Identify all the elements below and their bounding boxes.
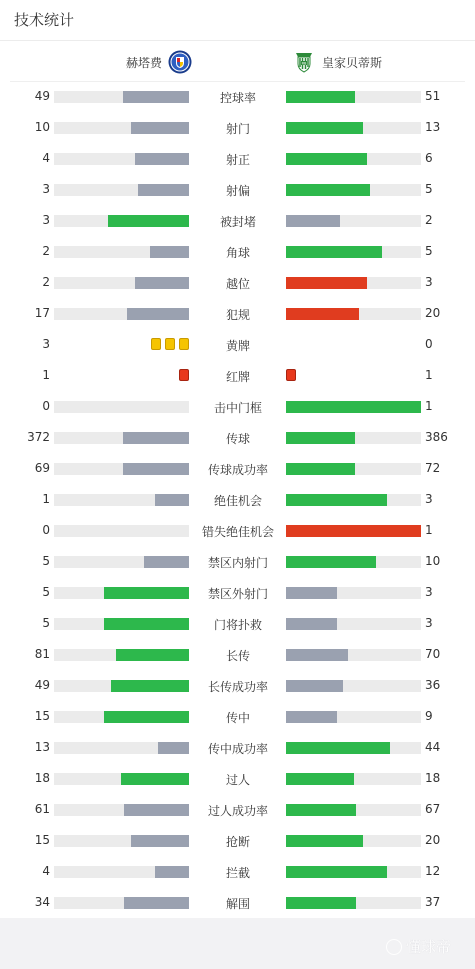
stat-row — [0, 112, 475, 143]
stat-label: 解围 — [225, 897, 250, 911]
away-bar-track — [286, 649, 421, 661]
stat-label: 拦截 — [225, 866, 250, 880]
home-value: 3 — [42, 182, 50, 196]
away-bar-fill — [286, 308, 359, 320]
stat-row — [0, 763, 475, 794]
home-bar-track — [54, 587, 189, 599]
home-value: 5 — [42, 616, 50, 630]
away-bar-fill — [286, 835, 363, 847]
home-bar-fill — [144, 556, 189, 568]
away-red-cards — [286, 369, 296, 382]
away-bar-track — [286, 122, 421, 134]
home-bar-track — [54, 649, 189, 661]
stat-label: 门将扑救 — [213, 618, 262, 632]
away-bar-track — [286, 277, 421, 289]
stat-label: 红牌 — [225, 370, 250, 384]
stat-row — [0, 391, 475, 422]
away-bar-track — [286, 525, 421, 537]
home-bar-fill — [155, 494, 189, 506]
away-value: 37 — [425, 895, 441, 909]
stat-row — [0, 329, 475, 360]
home-value: 34 — [34, 895, 50, 909]
away-bar-track — [286, 246, 421, 258]
home-bar-track — [54, 866, 189, 878]
stat-row — [0, 794, 475, 825]
away-bar-track — [286, 153, 421, 165]
away-bar-track — [286, 587, 421, 599]
away-value: 70 — [425, 647, 441, 661]
away-value: 1 — [425, 523, 433, 537]
stat-label: 过人成功率 — [207, 804, 268, 818]
stat-row — [0, 453, 475, 484]
away-value: 6 — [425, 151, 433, 165]
away-team-name: 皇家贝蒂斯 — [322, 55, 383, 70]
home-bar-track — [54, 184, 189, 196]
home-value: 15 — [34, 709, 50, 723]
stat-label: 黄牌 — [225, 339, 250, 353]
home-value: 69 — [34, 461, 50, 475]
home-bar-fill — [121, 773, 189, 785]
stat-label: 控球率 — [219, 91, 256, 105]
home-value: 18 — [34, 771, 50, 785]
away-value: 12 — [425, 864, 441, 878]
away-bar-track — [286, 618, 421, 630]
away-value: 20 — [425, 306, 441, 320]
stat-row — [0, 701, 475, 732]
away-value: 72 — [425, 461, 441, 475]
away-bar-track — [286, 494, 421, 506]
red-card-icon — [179, 369, 189, 381]
away-bar-track — [286, 773, 421, 785]
home-bar-track — [54, 804, 189, 816]
home-value: 1 — [42, 368, 50, 382]
svg-text:RB: RB — [301, 61, 307, 66]
home-bar-fill — [124, 804, 189, 816]
away-bar-track — [286, 91, 421, 103]
home-bar-fill — [131, 122, 189, 134]
stat-label: 错失绝佳机会 — [201, 525, 274, 539]
away-value: 51 — [425, 89, 441, 103]
home-bar-fill — [111, 680, 189, 692]
home-bar-fill — [131, 835, 189, 847]
stat-row — [0, 174, 475, 205]
away-bar-track — [286, 556, 421, 568]
away-bar-fill — [286, 153, 367, 165]
home-value: 49 — [34, 678, 50, 692]
watermark-text: 懂球帝 — [406, 938, 452, 956]
home-bar-fill — [123, 432, 189, 444]
stat-row — [0, 546, 475, 577]
home-bar-track — [54, 432, 189, 444]
home-yellow-cards — [151, 338, 189, 351]
stat-label: 击中门框 — [213, 401, 262, 415]
stat-label: 长传成功率 — [207, 680, 268, 694]
real-betis-logo-icon — [292, 50, 316, 74]
home-bar-fill — [150, 246, 189, 258]
home-value: 0 — [42, 399, 50, 413]
away-bar-fill — [286, 525, 421, 537]
away-value: 10 — [425, 554, 441, 568]
stat-row — [0, 267, 475, 298]
away-bar-fill — [286, 618, 337, 630]
home-bar-track — [54, 773, 189, 785]
away-bar-track — [286, 463, 421, 475]
yellow-card-icon — [179, 338, 189, 350]
stat-label: 越位 — [225, 277, 250, 291]
stat-label: 禁区外射门 — [207, 587, 268, 601]
away-bar-track — [286, 680, 421, 692]
home-value: 4 — [42, 151, 50, 165]
home-value: 3 — [42, 213, 50, 227]
away-bar-fill — [286, 277, 367, 289]
away-value: 3 — [425, 492, 433, 506]
stat-label: 被封堵 — [219, 215, 256, 229]
stat-label: 传球 — [225, 432, 250, 446]
away-bar-track — [286, 711, 421, 723]
stat-label: 绝佳机会 — [213, 494, 262, 508]
stat-label: 禁区内射门 — [207, 556, 268, 570]
stat-label: 射偏 — [225, 184, 250, 198]
home-bar-fill — [104, 618, 189, 630]
watermark — [386, 936, 451, 957]
stat-row — [0, 732, 475, 763]
stat-row — [0, 577, 475, 608]
away-bar-fill — [286, 122, 363, 134]
away-bar-track — [286, 184, 421, 196]
away-bar-track — [286, 215, 421, 227]
away-value: 1 — [425, 399, 433, 413]
red-card-icon — [286, 369, 296, 381]
away-value: 36 — [425, 678, 441, 692]
away-bar-fill — [286, 742, 390, 754]
stat-label: 角球 — [225, 246, 250, 260]
away-value: 20 — [425, 833, 441, 847]
away-bar-fill — [286, 463, 355, 475]
away-bar-fill — [286, 587, 337, 599]
away-bar-fill — [286, 773, 354, 785]
home-value: 5 — [42, 585, 50, 599]
home-bar-track — [54, 91, 189, 103]
stat-row — [0, 484, 475, 515]
football-icon — [386, 939, 402, 955]
away-bar-track — [286, 835, 421, 847]
away-value: 386 — [425, 430, 448, 444]
away-bar-fill — [286, 432, 355, 444]
stat-label: 传中成功率 — [207, 742, 268, 756]
home-bar-fill — [104, 587, 189, 599]
stat-row — [0, 515, 475, 546]
away-bar-fill — [286, 91, 355, 103]
home-value: 3 — [42, 337, 50, 351]
home-bar-track — [54, 494, 189, 506]
stat-row — [0, 205, 475, 236]
stat-label: 射门 — [225, 122, 250, 136]
home-bar-track — [54, 835, 189, 847]
home-value: 10 — [34, 120, 50, 134]
home-bar-track — [54, 711, 189, 723]
away-bar-fill — [286, 711, 337, 723]
home-bar-fill — [138, 184, 189, 196]
home-bar-fill — [135, 153, 189, 165]
away-bar-fill — [286, 494, 387, 506]
stat-row — [0, 81, 475, 112]
home-bar-track — [54, 401, 189, 413]
away-bar-fill — [286, 246, 382, 258]
away-value: 18 — [425, 771, 441, 785]
away-bar-fill — [286, 897, 356, 909]
page-title: 技术统计 — [14, 11, 75, 29]
home-bar-track — [54, 897, 189, 909]
away-bar-track — [286, 401, 421, 413]
stat-row — [0, 298, 475, 329]
away-value: 44 — [425, 740, 441, 754]
away-value: 3 — [425, 275, 433, 289]
away-bar-fill — [286, 215, 340, 227]
away-value: 9 — [425, 709, 433, 723]
home-bar-fill — [116, 649, 189, 661]
home-bar-fill — [155, 866, 189, 878]
home-red-cards — [179, 369, 189, 382]
away-bar-fill — [286, 401, 421, 413]
away-value: 13 — [425, 120, 441, 134]
away-bar-fill — [286, 649, 348, 661]
stat-row — [0, 825, 475, 856]
home-value: 372 — [27, 430, 50, 444]
away-bar-track — [286, 742, 421, 754]
home-value: 5 — [42, 554, 50, 568]
stat-label: 射正 — [225, 153, 250, 167]
stat-label: 犯规 — [225, 308, 250, 322]
away-value: 5 — [425, 244, 433, 258]
home-bar-fill — [108, 215, 189, 227]
stat-row — [0, 608, 475, 639]
away-value: 1 — [425, 368, 433, 382]
away-bar-fill — [286, 866, 387, 878]
home-bar-track — [54, 308, 189, 320]
home-team-name: 赫塔费 — [126, 55, 163, 70]
stat-row — [0, 143, 475, 174]
yellow-card-icon — [165, 338, 175, 350]
away-bar-fill — [286, 680, 343, 692]
home-value: 15 — [34, 833, 50, 847]
stat-row — [0, 639, 475, 670]
away-bar-fill — [286, 184, 370, 196]
home-value: 1 — [42, 492, 50, 506]
home-bar-fill — [127, 308, 189, 320]
away-bar-track — [286, 308, 421, 320]
away-value: 67 — [425, 802, 441, 816]
home-value: 81 — [34, 647, 50, 661]
stat-label: 过人 — [225, 773, 250, 787]
home-bar-fill — [104, 711, 189, 723]
home-bar-track — [54, 463, 189, 475]
stat-row — [0, 856, 475, 887]
home-bar-track — [54, 246, 189, 258]
yellow-card-icon — [151, 338, 161, 350]
home-bar-fill — [135, 277, 189, 289]
home-bar-track — [54, 618, 189, 630]
home-value: 13 — [34, 740, 50, 754]
away-bar-track — [286, 804, 421, 816]
home-value: 17 — [34, 306, 50, 320]
home-value: 49 — [34, 89, 50, 103]
away-bar-fill — [286, 556, 376, 568]
stat-row — [0, 360, 475, 391]
away-value: 2 — [425, 213, 433, 227]
away-team-header[interactable] — [292, 48, 382, 76]
home-bar-track — [54, 122, 189, 134]
stat-label: 传中 — [225, 711, 250, 725]
home-bar-track — [54, 277, 189, 289]
away-bar-track — [286, 432, 421, 444]
home-bar-fill — [123, 91, 189, 103]
away-value: 0 — [425, 337, 433, 351]
stat-label: 抢断 — [225, 835, 250, 849]
getafe-logo-icon — [168, 50, 192, 74]
home-bar-track — [54, 680, 189, 692]
away-bar-fill — [286, 804, 356, 816]
home-value: 2 — [42, 275, 50, 289]
away-value: 5 — [425, 182, 433, 196]
home-bar-track — [54, 742, 189, 754]
stat-row — [0, 236, 475, 267]
home-value: 61 — [34, 802, 50, 816]
away-value: 3 — [425, 616, 433, 630]
home-value: 2 — [42, 244, 50, 258]
away-value: 3 — [425, 585, 433, 599]
away-bar-track — [286, 866, 421, 878]
home-value: 4 — [42, 864, 50, 878]
home-bar-fill — [158, 742, 189, 754]
stat-row — [0, 422, 475, 453]
stat-label: 传球成功率 — [207, 463, 268, 477]
stat-row — [0, 887, 475, 918]
home-bar-fill — [123, 463, 189, 475]
home-bar-track — [54, 215, 189, 227]
home-bar-track — [54, 153, 189, 165]
away-bar-track — [286, 897, 421, 909]
stat-row — [0, 670, 475, 701]
home-value: 0 — [42, 523, 50, 537]
home-bar-track — [54, 525, 189, 537]
home-bar-track — [54, 556, 189, 568]
title-divider — [0, 40, 475, 41]
home-team-header[interactable] — [126, 48, 192, 76]
home-bar-fill — [124, 897, 189, 909]
stat-label: 长传 — [225, 649, 250, 663]
